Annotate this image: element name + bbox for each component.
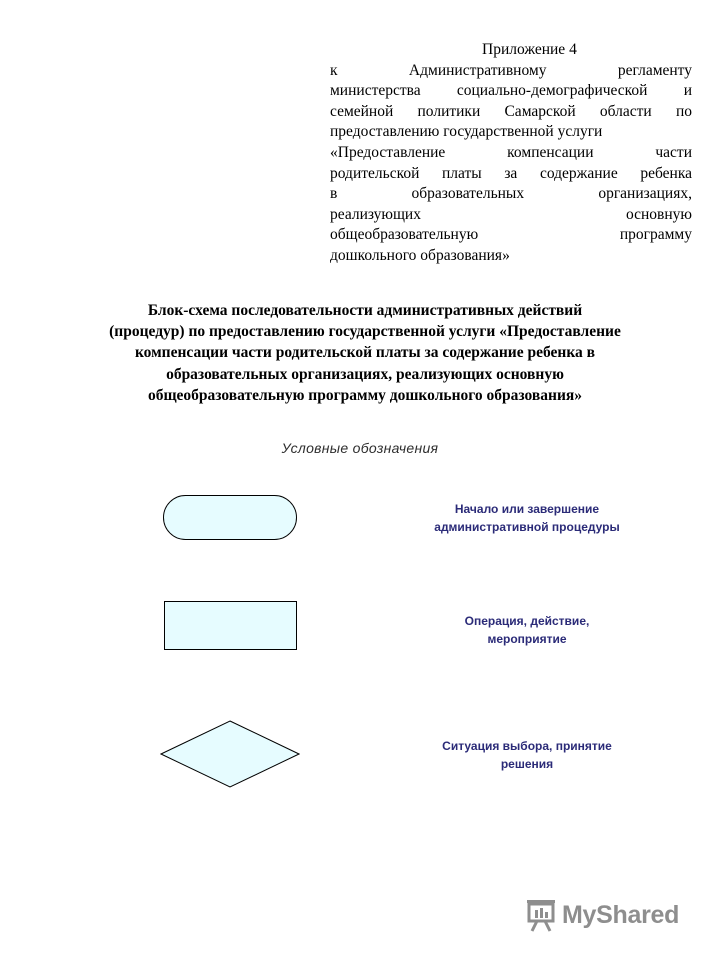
document-title [40, 300, 690, 406]
title-line: Блок-схема последовательности административных действий [147, 302, 583, 319]
appendix-line: к Административному регламенту [330, 61, 692, 79]
appendix-line: «Предоставление компенсации части [330, 143, 692, 161]
title-line: общеобразовательную программу дошкольного образования» [147, 386, 583, 404]
title-line: образовательных организациях, реализующих основную [166, 365, 564, 383]
presentation-board-icon [526, 898, 556, 932]
appendix-line: семейной политики Самарской области по [330, 102, 692, 120]
appendix-line: в образовательных организациях, [330, 185, 692, 203]
title-line: (процедур) по предоставлению государственной услуги «Предоставление [109, 323, 621, 341]
appendix-block [330, 40, 692, 267]
legend-description-line: Операция, действие, [464, 614, 590, 628]
legend-description-line: административной процедуры [434, 520, 620, 534]
legend-description-line: Начало или завершение [454, 502, 600, 516]
title-line: компенсации части родительской платы за содержание ребенка в [134, 344, 596, 362]
legend-description-line: решения [500, 757, 554, 771]
appendix-line: предоставлению государственной услуги [330, 123, 603, 141]
appendix-line: родительской платы за содержание ребенка [330, 164, 692, 182]
process-shape [164, 601, 297, 650]
terminal-shape [163, 495, 297, 540]
appendix-line: министерства социально-демографической и [330, 82, 692, 100]
legend-title: Условные обозначения [281, 440, 439, 456]
legend-description-line: Ситуация выбора, принятие [442, 739, 612, 753]
appendix-heading: Приложение 4 [482, 41, 577, 58]
legend-description-terminal [400, 500, 654, 536]
appendix-line: реализующих основную [330, 205, 692, 223]
appendix-line: общеобразовательную программу [330, 226, 692, 244]
watermark [526, 894, 696, 936]
legend-description-process [400, 612, 654, 648]
legend-description-decision [400, 737, 654, 773]
legend-description-line: мероприятие [487, 632, 567, 646]
appendix-line: дошкольного образования» [330, 246, 510, 264]
decision-shape [160, 720, 300, 788]
watermark-text: MyShared [562, 900, 680, 929]
